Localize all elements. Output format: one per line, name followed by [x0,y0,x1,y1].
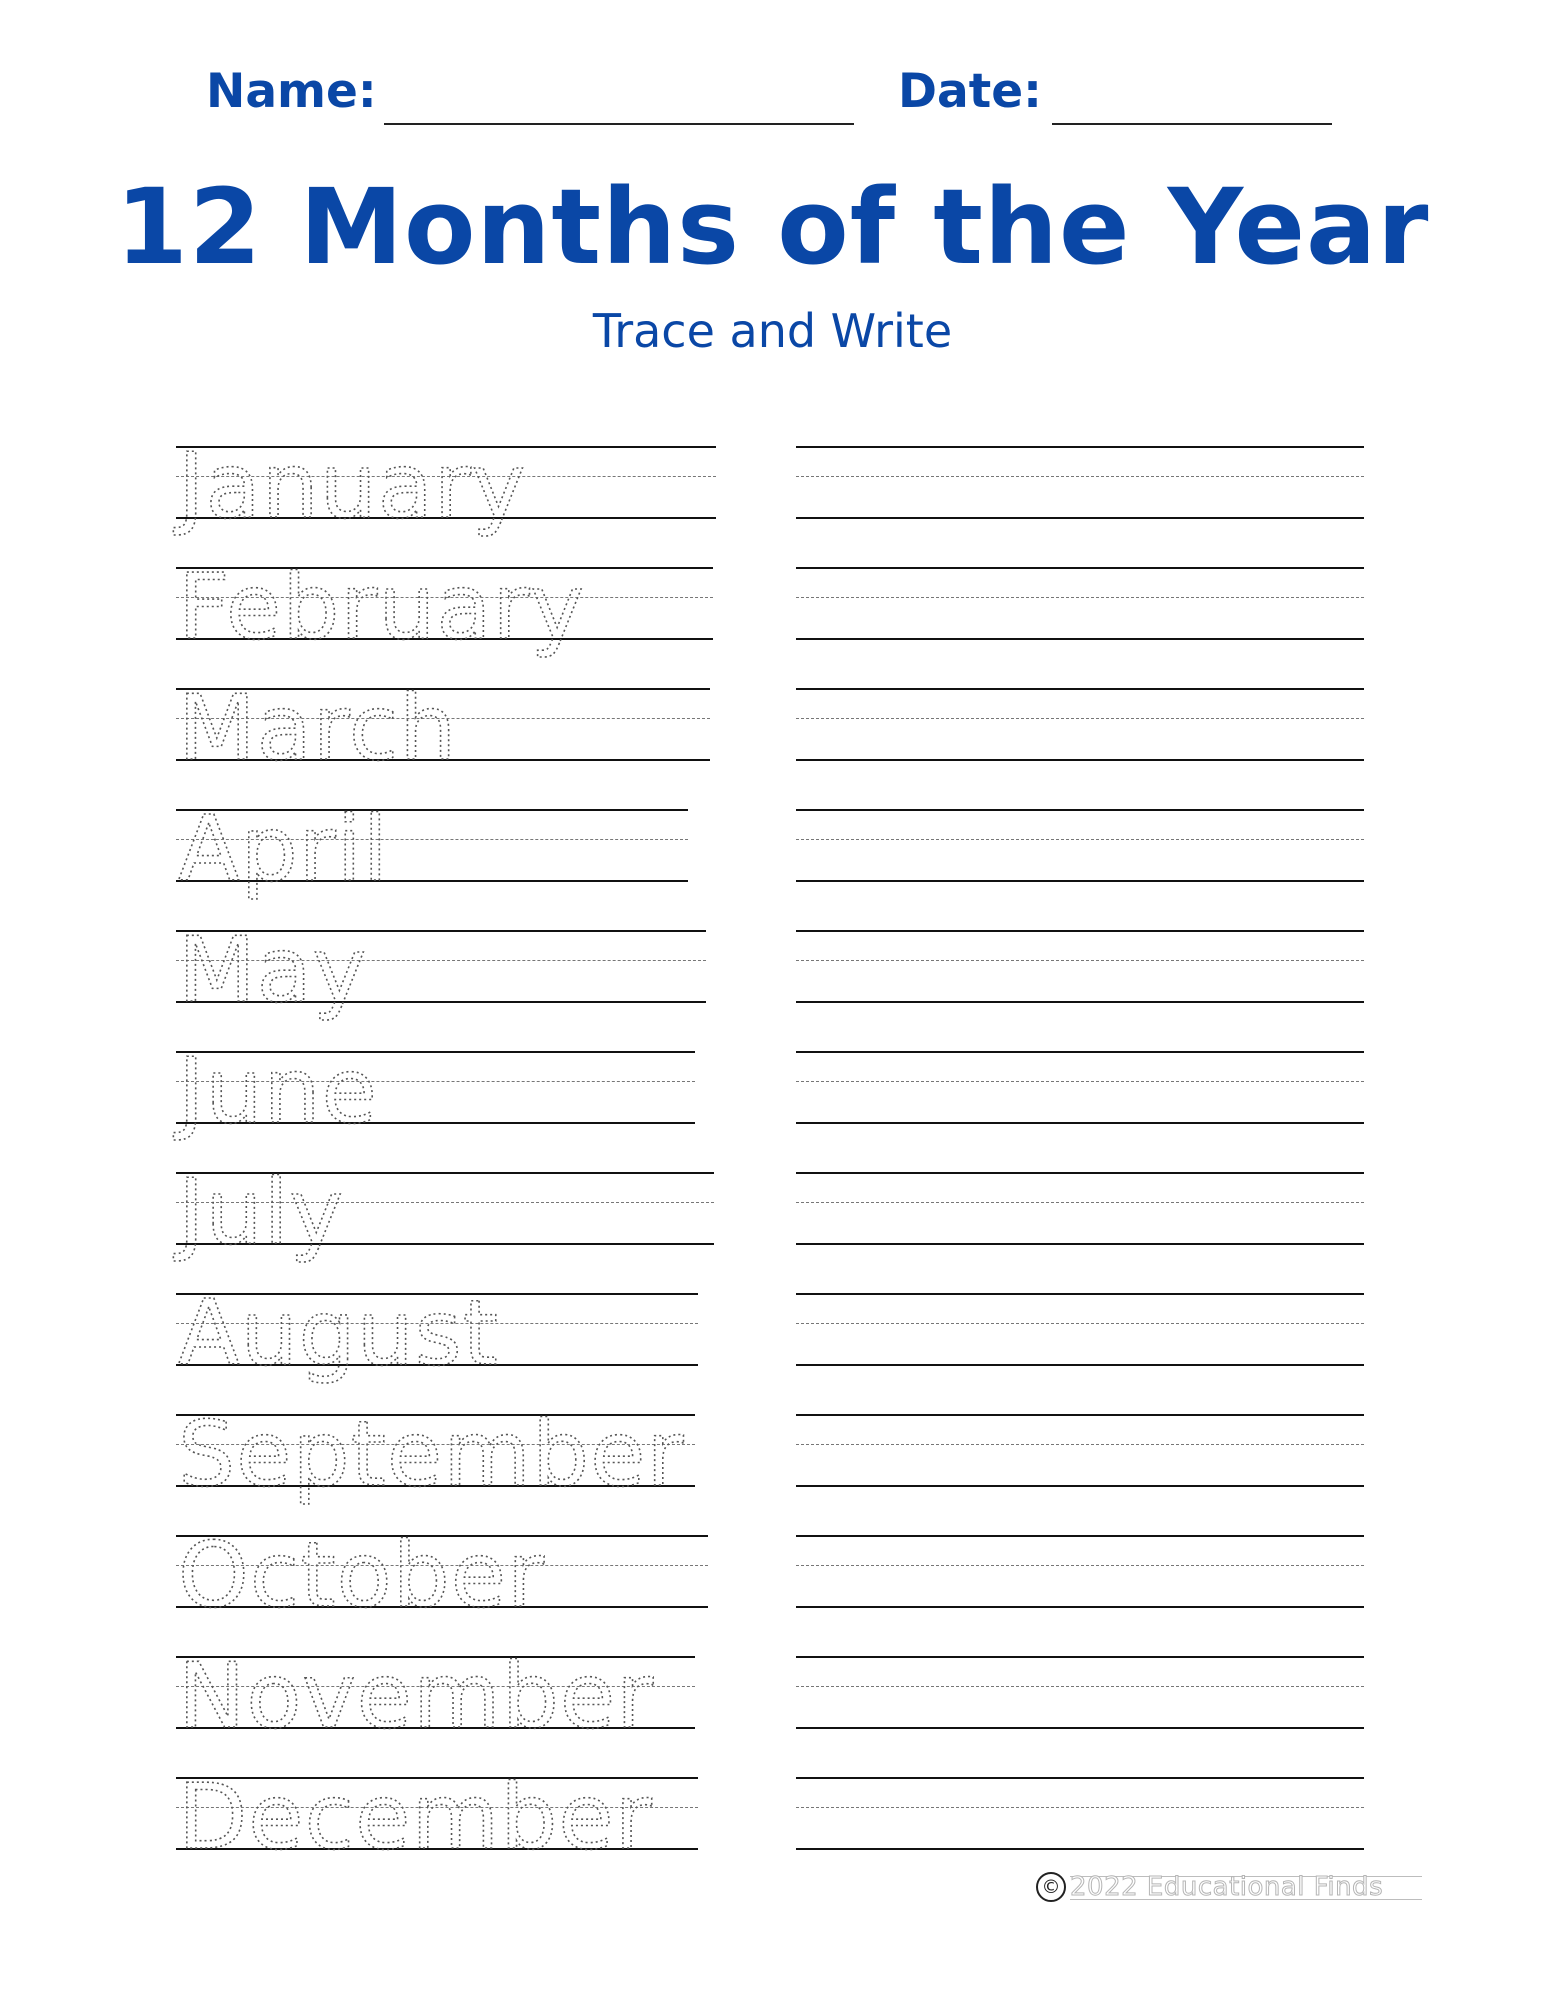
month-row [0,797,1545,929]
month-row [0,1160,1545,1292]
writing-area[interactable] [796,1656,1364,1728]
trace-word [178,1160,698,1278]
month-row [0,676,1545,808]
trace-word-text: October [178,1523,546,1628]
month-row [0,1644,1545,1776]
page-title: 12 Months of the Year [115,166,1430,288]
month-row [0,1402,1545,1534]
trace-word [178,676,698,794]
month-row [0,1523,1545,1655]
trace-word [178,555,698,673]
month-row [0,1281,1545,1413]
trace-word [178,1402,698,1520]
date-field[interactable] [1052,123,1332,125]
writing-area[interactable] [796,1414,1364,1486]
writing-area[interactable] [796,1535,1364,1607]
month-row [0,1039,1545,1171]
date-label: Date: [898,64,1042,119]
writing-area[interactable] [796,1293,1364,1365]
writing-area[interactable] [796,809,1364,881]
trace-word [178,1281,698,1399]
trace-word-text: November [178,1644,655,1749]
writing-area[interactable] [796,1051,1364,1123]
writing-area[interactable] [796,1172,1364,1244]
name-field[interactable] [384,123,854,125]
writing-area[interactable] [796,446,1364,518]
trace-word [178,1765,698,1883]
trace-word [178,797,698,915]
month-row [0,555,1545,687]
writing-area[interactable] [796,930,1364,1002]
trace-word-text: April [178,797,389,902]
header-row [0,58,1545,138]
writing-area[interactable] [796,1777,1364,1849]
trace-word-text: March [178,676,458,781]
trace-word [178,1039,698,1157]
trace-word-text: August [178,1281,499,1386]
copyright-icon: © [1036,1872,1066,1902]
trace-word-text: December [178,1765,653,1870]
name-label: Name: [206,64,377,119]
trace-word-text: July [178,1160,344,1265]
trace-word [178,918,698,1036]
trace-word-text: January [178,434,527,539]
trace-word-text: May [178,918,368,1023]
writing-area[interactable] [796,688,1364,760]
page-subtitle: Trace and Write [592,304,953,358]
writing-area[interactable] [796,567,1364,639]
month-row [0,918,1545,1050]
trace-word-text: June [178,1039,378,1144]
month-row [0,434,1545,566]
copyright-text: 2022 Educational Finds [1070,1872,1384,1902]
trace-word [178,434,698,552]
trace-word [178,1644,698,1762]
trace-word [178,1523,698,1641]
trace-word-text: February [178,555,585,660]
trace-word-text: September [178,1402,685,1507]
